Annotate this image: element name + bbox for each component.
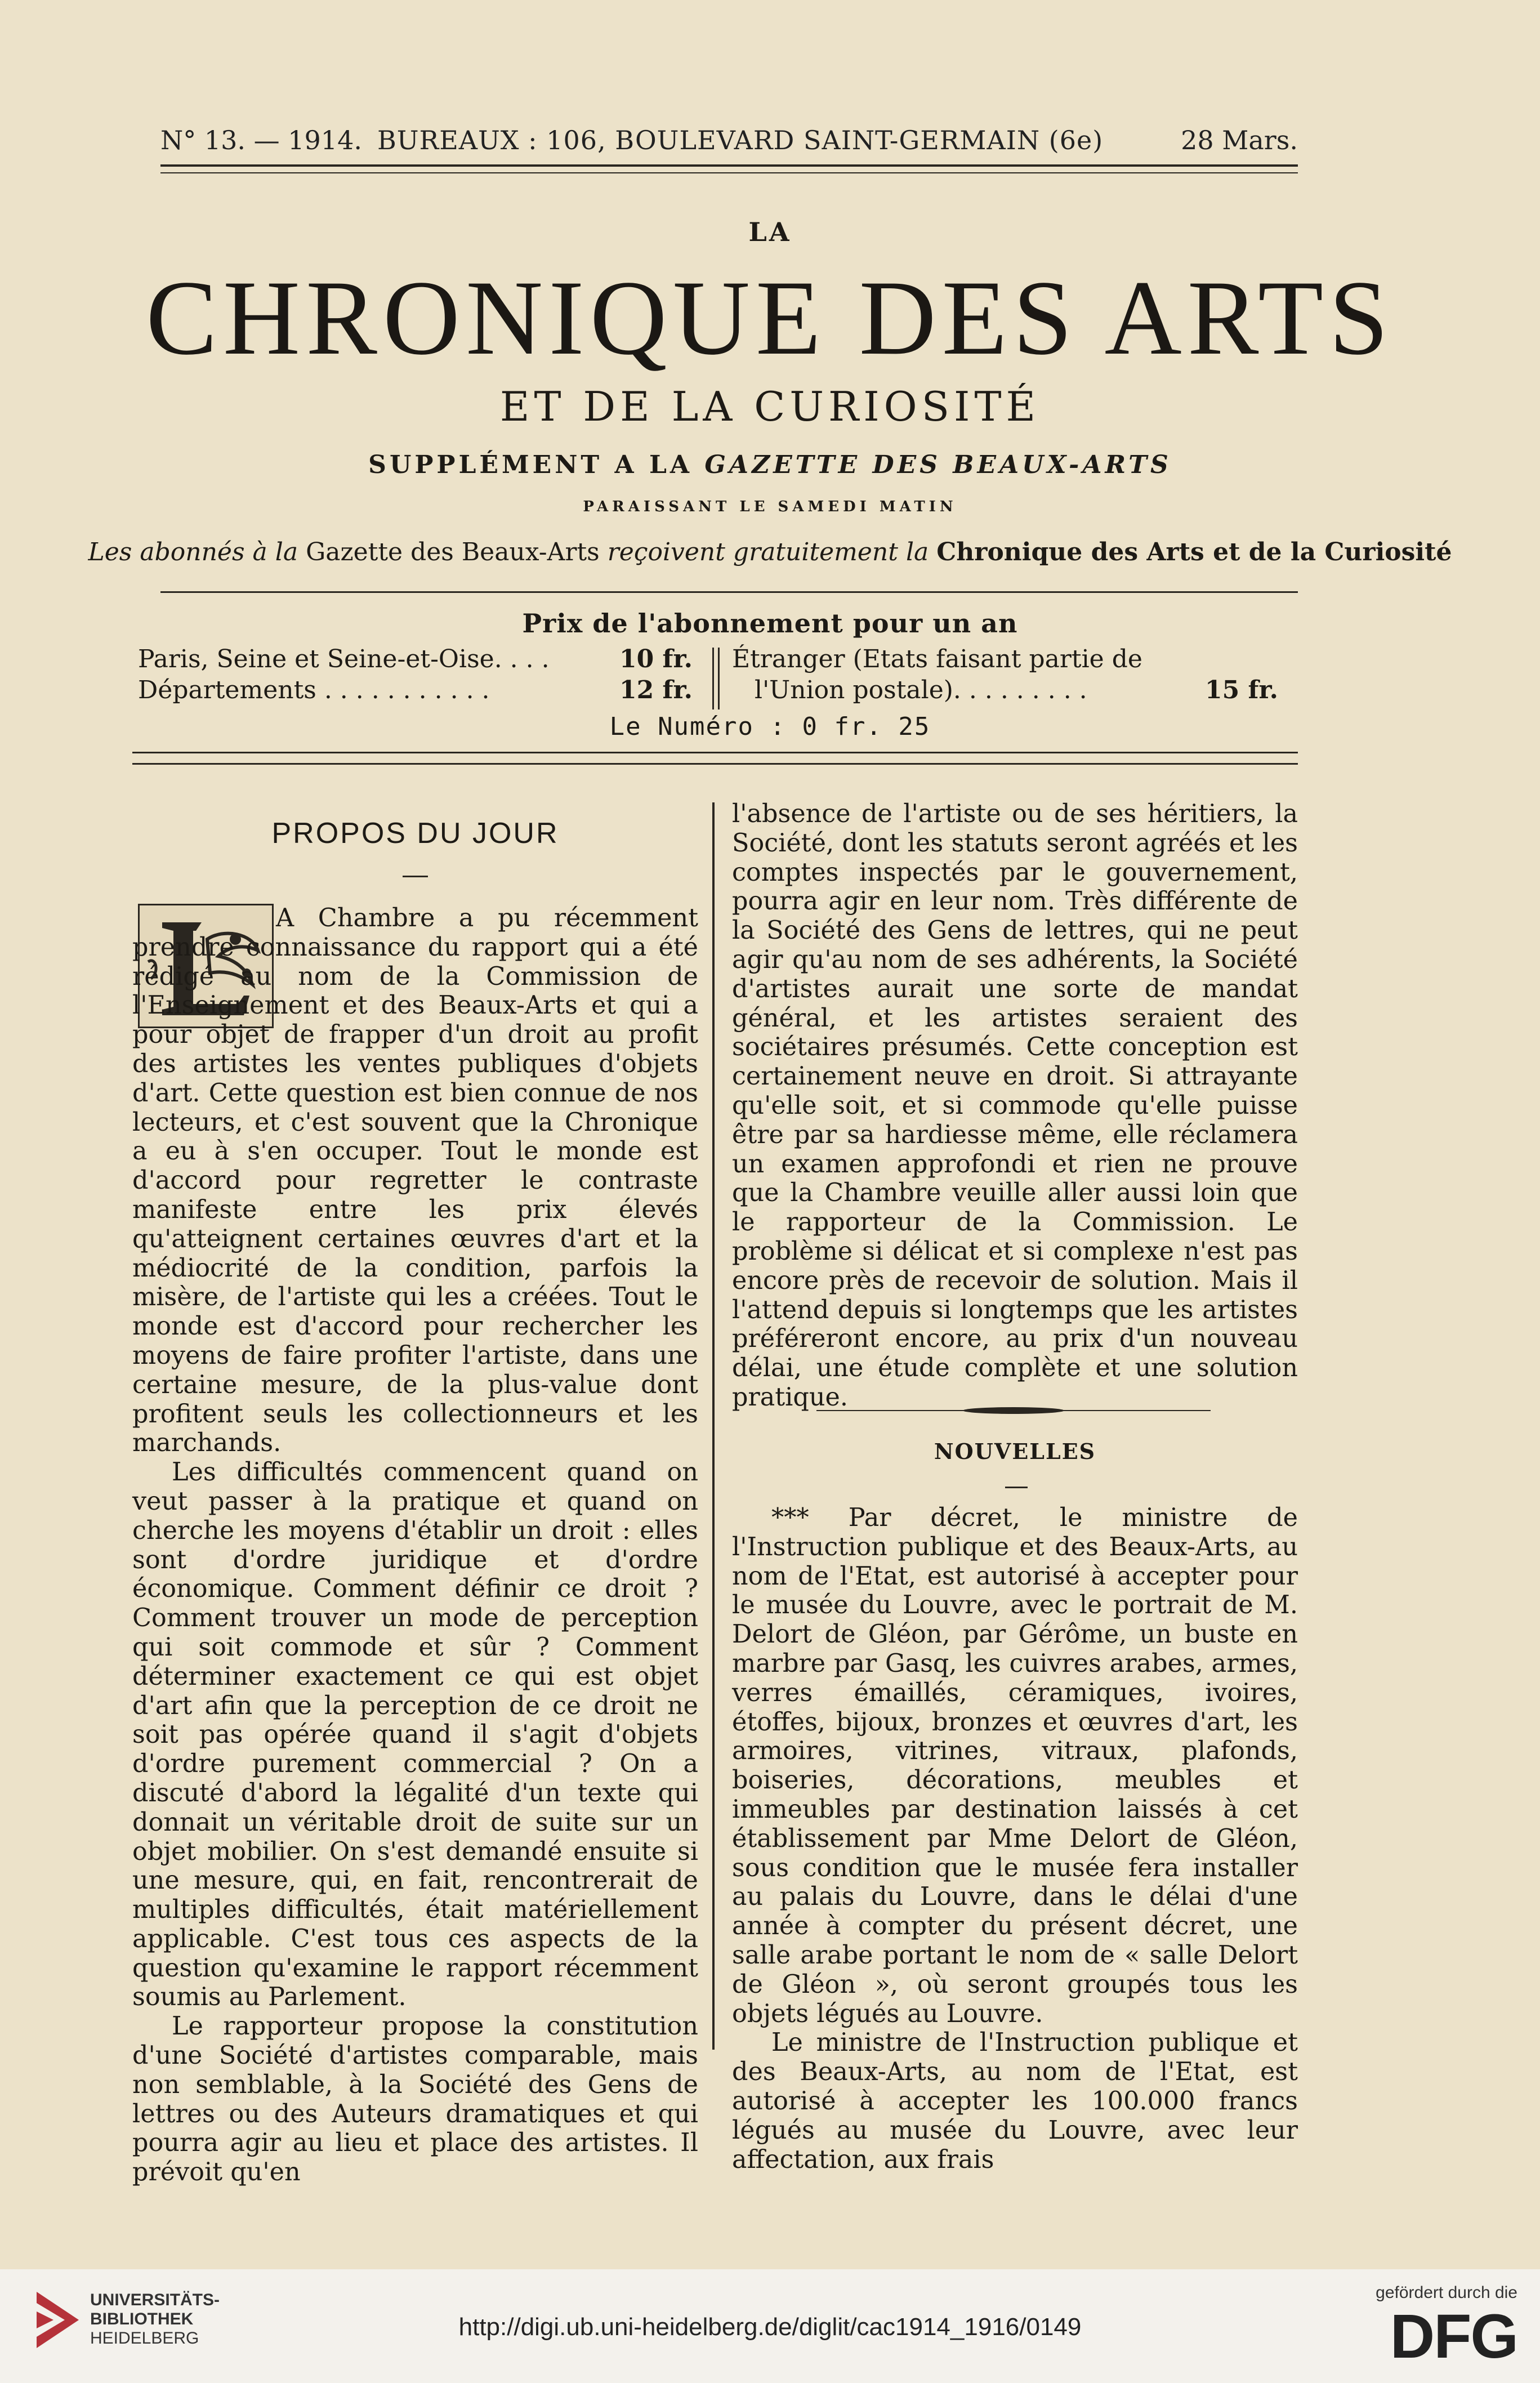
subscriber-note-part: Gazette des Beaux-Arts	[306, 538, 600, 566]
subscription-rule-top	[160, 591, 1298, 593]
paris-label: Paris, Seine et Seine-et-Oise. . . .	[138, 645, 550, 673]
section-divider-ornament-icon	[816, 1405, 1211, 1416]
supplement-prefix: SUPPLÉMENT A LA	[368, 450, 693, 479]
single-issue-price: Le Numéro : 0 fr. 25	[609, 712, 931, 741]
right-column	[732, 800, 1298, 1412]
gazette-name: GAZETTE DES BEAUX-ARTS	[704, 450, 1172, 479]
etranger-label: Étranger (Etats faisant partie de	[732, 645, 1142, 673]
library-name-line: HEIDELBERG	[90, 2329, 199, 2348]
subscriber-note	[0, 538, 1540, 566]
supplement-line	[0, 450, 1540, 479]
issue-date: 28 Mars.	[1181, 125, 1298, 155]
subscription-title: Prix de l'abonnement pour un an	[522, 608, 1018, 639]
article-paragraph: Le rapporteur propose la constitution d'une Société d'artistes comparable, mais non semblable, à la Société des Gens de lettres ou des Auteurs dramatiques et qui pourra agir au lieu et place des artistes. Il prévoit qu'en	[132, 2012, 698, 2187]
funding-label: gefördert durch die	[1376, 2283, 1517, 2302]
publication-schedule: PARAISSANT LE SAMEDI MATIN	[583, 498, 957, 515]
library-name-line: UNIVERSITÄTS-	[90, 2291, 220, 2309]
title-article: LA	[748, 217, 792, 247]
news-paragraph: Le ministre de l'Instruction publique et des Beaux-Arts, au nom de l'Etat, est autorisé à accepter les 100.000 francs légués au musée du Louvre, avec leur affectation, aux frais	[732, 2028, 1298, 2174]
departements-label: Départements . . . . . . . . . . .	[138, 676, 490, 704]
subscription-divider	[718, 648, 720, 709]
library-name-line: BIBLIOTHEK	[90, 2310, 194, 2328]
article-heading: PROPOS DU JOUR	[271, 817, 559, 850]
nouvelles-column	[732, 1503, 1298, 2174]
etranger-price: 15 fr.	[1205, 676, 1278, 704]
nouvelles-dash	[1005, 1487, 1028, 1488]
article-paragraph: A Chambre a pu récemment prendre connaissance du rapport qui a été rédigé au nom de la Commission de l'Enseignement et des Beaux-Arts et qui a pour objet de frapper d'un droit au profit des artistes les ventes publiques d'objets d'art. Cette question est bien connue de nos lecteurs, et c'est souvent que la Chronique a eu à s'en occuper. Tout le monde est d'accord pour regretter le contraste manifeste entre les prix élevés qu'atteignent certaines œuvres d'art et la médiocrité de la condition, parfois la misère, de l'artiste qui les a créées. Tout le monde est d'accord pour rechercher les moyens de faire profiter l'artiste, dans une certaine mesure, de la plus-value dont profitent seuls les collectionneurs et les marchands.	[132, 904, 698, 1458]
column-divider	[712, 802, 715, 2050]
bureaux-address: BUREAUX : 106, BOULEVARD SAINT-GERMAIN (6e)	[377, 125, 1104, 155]
document-url-link[interactable]: http://digi.ub.uni-heidelberg.de/diglit/cac1914_1916/0149	[458, 2313, 1082, 2341]
subscriber-note-part: Chronique des Arts et de la Curiosité	[936, 538, 1452, 566]
page-title: CHRONIQUE DES ARTS	[146, 259, 1394, 377]
header-rule	[160, 164, 1298, 167]
subscription-divider	[712, 648, 714, 709]
subscriber-note-part: Les abonnés à la	[88, 538, 298, 566]
dfg-logo[interactable]: DFG	[1390, 2302, 1517, 2371]
article-paragraph: Les difficultés commencent quand on veut passer à la pratique et quand on cherche les moyens d'établir un droit : elles sont d'ordre juridique et d'ordre économique. Comment définir ce droit ? Comment trouver un mode de perception qui soit commode et sûr ? Comment déterminer exactement ce qui est objet d'art afin que la perception de ce droit ne soit pas opérée quand il s'agit d'objets d'ordre purement commercial ? On a discuté d'abord la légalité d'un texte qui donnait un véritable droit de suite sur un objet mobilier. On s'est demandé ensuite si une mesure, qui, en fait, rencontrerait de multiples difficultés, était matériellement applicable. C'est tous ces aspects de la question qu'examine le rapport récemment soumis au Parlement.	[132, 1458, 698, 2012]
departements-price: 12 fr.	[619, 676, 693, 704]
header-rule-thin	[160, 172, 1298, 173]
left-column	[132, 904, 698, 2187]
subscriber-note-part: reçoivent gratuitement la	[607, 538, 929, 566]
page-subtitle: ET DE LA CURIOSITÉ	[499, 383, 1041, 430]
article-paragraph: l'absence de l'artiste ou de ses héritiers, la Société, dont les statuts seront agréés et les comptes inspectés par le gouvernement, pourra agir en leur nom. Très différente de la Société des Gens de lettres, qui ne peut agir qu'au nom de ses adhérents, la Société d'artistes aurait une sorte de mandat général, et les artistes seraient des sociétaires présumés. Cette conception est certainement neuve en droit. Si attrayante qu'elle soit, et si commode qu'elle puisse être par sa hardiesse même, elle réclamera un examen approfondi et rien ne prouve que la Chambre veuille aller aussi loin que le rapporteur de la Commission. Le problème si délicat et si complexe n'est pas encore près de recevoir de solution. Mais il l'attend depuis si longtemps que les artistes préféreront encore, au prix d'un nouveau délai, une étude complète et une solution pratique.	[732, 800, 1298, 1412]
nouvelles-heading: NOUVELLES	[934, 1439, 1096, 1464]
columns-rule-top-2	[132, 763, 1298, 765]
paris-price: 10 fr.	[619, 645, 693, 673]
union-postale-label: l'Union postale). . . . . . . . .	[755, 676, 1087, 704]
heading-dash	[403, 876, 428, 877]
issue-number: N° 13. — 1914.	[160, 125, 362, 155]
columns-rule-top	[132, 752, 1298, 753]
news-paragraph: *** Par décret, le ministre de l'Instruction publique et des Beaux-Arts, au nom de l'Etat, est autorisé à accepter pour le musée du Louvre, avec le portrait de M. Delort de Gléon, par Gérôme, un buste en marbre par Gasq, les cuivres arabes, armes, verres émaillés, céramiques, ivoires, étoffes, bijoux, bronzes et œuvres d'art, les armoires, vitrines, vitraux, plafonds, boiseries, décorations, meubles et immeubles par destination laissés à cet établissement par Mme Delort de Gléon, sous condition que le musée fera installer au palais du Louvre, dans le délai d'une année à compter du présent décret, une salle arabe portant le nom de « salle Delort de Gléon », où seront groupés tous les objets légués au Louvre.	[732, 1503, 1298, 2028]
